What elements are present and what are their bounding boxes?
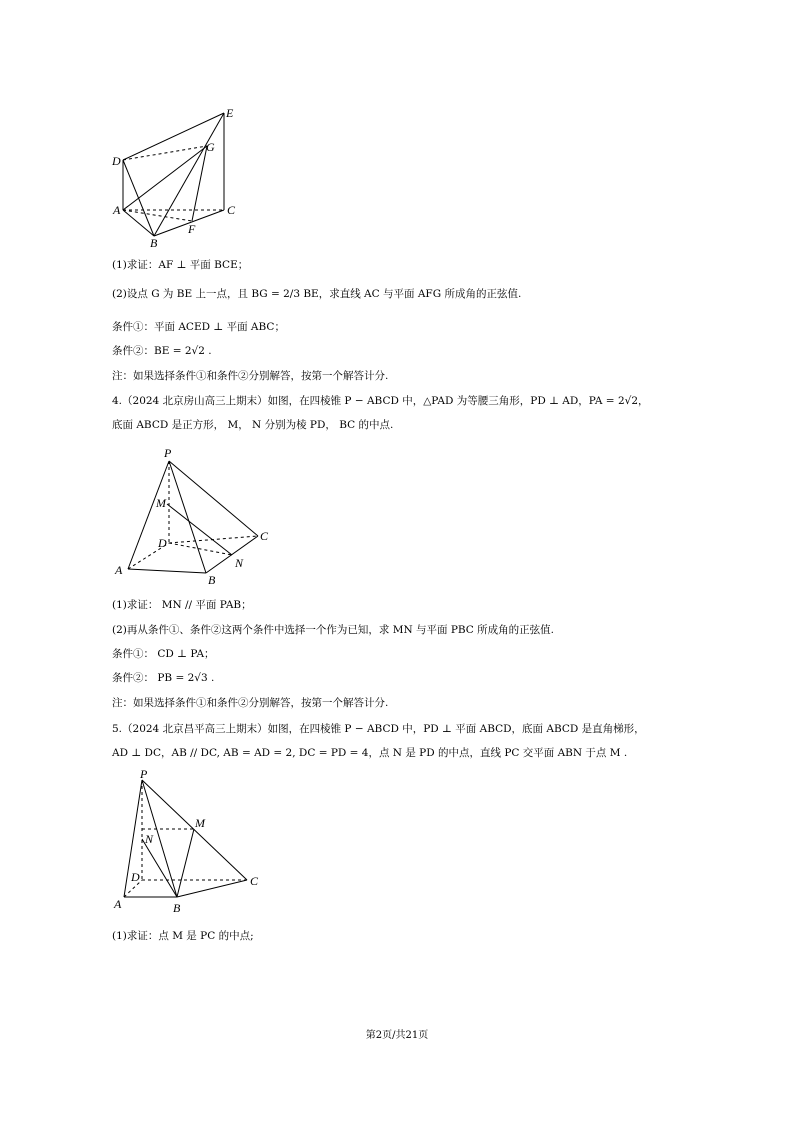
label-D: D xyxy=(131,870,140,884)
edge-AB xyxy=(128,569,206,573)
label-A: A xyxy=(113,203,121,217)
q4-title: 4.（2024 北京房山高三上期末）如图，在四棱锥 P − ABCD 中，△PAD 为等腰三角形，PD ⊥ AD，PA = 2√2， xyxy=(112,395,649,407)
q3-note: 注：如果选择条件①和条件②分别解答，按第一个解答计分. xyxy=(112,370,389,382)
label-C: C xyxy=(227,203,236,217)
q4-part2: (2)再从条件①、条件②这两个条件中选择一个作为已知，求 MN 与平面 PBC 所成角的正弦值. xyxy=(112,624,555,636)
q3-part1: (1)求证：AF ⊥ 平面 BCE； xyxy=(112,259,249,271)
q4-condition-2: 条件②： PB = 2√3 . xyxy=(112,672,215,684)
label-D: D xyxy=(112,154,121,168)
q4-part1: (1)求证： MN // 平面 PAB； xyxy=(112,599,252,611)
label-N: N xyxy=(235,556,244,570)
q5-title: 5.（2024 北京昌平高三上期末）如图，在四棱锥 P − ABCD 中，PD ⊥ 平面 ABCD，底面 ABCD 是直角梯形， xyxy=(112,723,645,735)
edge-NB xyxy=(142,839,177,897)
edge-DC-dashed xyxy=(169,536,258,543)
label-F: F xyxy=(188,222,196,236)
q4-condition-1: 条件①： CD ⊥ PA； xyxy=(112,648,215,660)
edge-GF xyxy=(192,146,207,221)
label-C: C xyxy=(260,529,269,543)
label-B: B xyxy=(150,236,158,250)
label-B: B xyxy=(208,573,216,587)
figure-1-prism xyxy=(100,103,250,250)
edge-MN xyxy=(167,504,232,555)
figure-2-pyramid xyxy=(105,443,275,588)
q3-condition-2: 条件②：BE = 2√2 . xyxy=(112,345,212,357)
page-footer: 第2页/共21页 xyxy=(365,1030,429,1041)
label-P: P xyxy=(140,767,148,781)
label-D: D xyxy=(158,536,167,550)
edge-PA xyxy=(128,461,169,569)
edge-DN-dashed xyxy=(169,543,232,555)
q3-condition-1: 条件①：平面 ACED ⊥ 平面 ABC； xyxy=(112,321,285,333)
label-E: E xyxy=(226,106,234,120)
edge-BC xyxy=(177,880,247,897)
edge-EB xyxy=(154,113,224,236)
figure-3-trapezoid-pyramid xyxy=(100,767,275,917)
edge-AF-dashed xyxy=(123,210,192,221)
edge-MB xyxy=(177,829,194,897)
label-M: M xyxy=(195,816,205,830)
label-B: B xyxy=(173,901,181,915)
q3-part2: (2)设点 G 为 BE 上一点，且 BG = 2/3 BE，求直线 AC 与平面 AFG 所成角的正弦值. xyxy=(112,288,522,300)
edge-AG xyxy=(123,146,207,210)
q5-part1: (1)求证：点 M 是 PC 的中点; xyxy=(112,930,254,942)
label-P: P xyxy=(164,446,172,460)
label-M: M xyxy=(156,496,166,510)
label-N: N xyxy=(145,832,154,846)
label-A: A xyxy=(114,897,122,911)
label-C: C xyxy=(250,874,259,888)
label-A: A xyxy=(115,563,123,577)
edge-PC xyxy=(169,461,258,536)
q4-note: 注：如果选择条件①和条件②分别解答，按第一个解答计分. xyxy=(112,697,389,709)
q4-title-cont: 底面 ABCD 是正方形， M， N 分别为棱 PD， BC 的中点. xyxy=(112,419,394,431)
edge-PB xyxy=(169,461,206,573)
edge-DG-dashed xyxy=(123,146,207,160)
label-G: G xyxy=(206,140,215,154)
q5-title-cont: AD ⊥ DC，AB // DC, AB = AD = 2, DC = PD = 4，点 N 是 PD 的中点，直线 PC 交平面 ABN 于点 M . xyxy=(112,747,628,759)
